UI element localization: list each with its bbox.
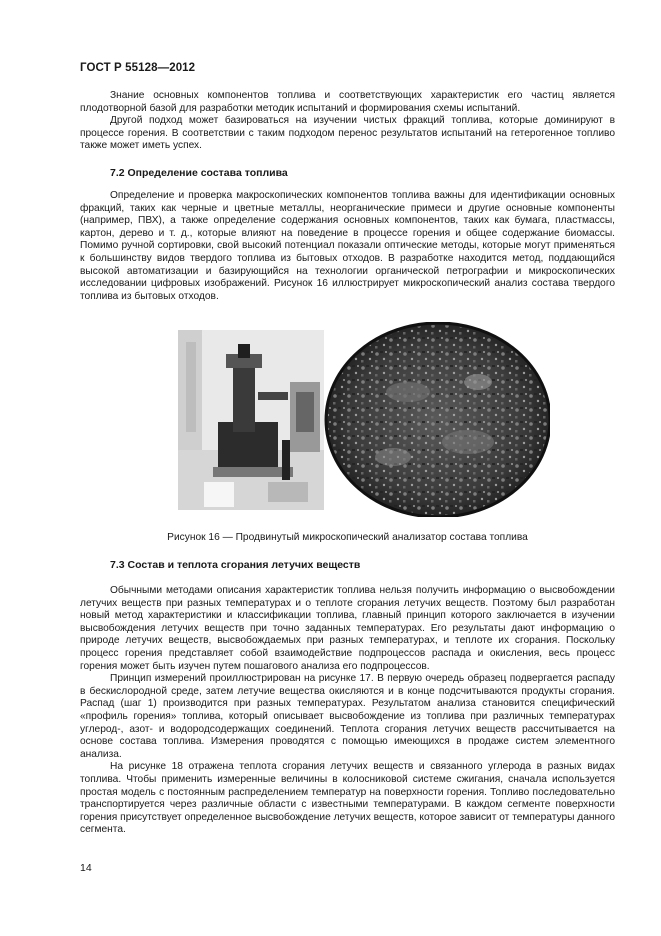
section-7-2-body (80, 190, 615, 303)
intro-block (80, 90, 615, 153)
section-7-3-paragraph: Обычными методами описания характеристик топлива нельзя получить информацию о высвобождении летучих веществ при разных температурах и о теплоте сгорания летучих веществ. Поэтому был разработан новый метод характеристики и классификации топлива, главный принцип которого заключается в изучении высвобождения летучих веществ при точно заданных температурах. Его результаты дают информацию о природе летучих веществ, высвобождаемых при разных температурах, и теплоте их сгорания. Поскольку процесс горения представляет собой взаимодействие подпроцессов распада и окисления, весь процесс горения может быть изучен путем пошагового анализа его подпроцессов. (80, 585, 615, 672)
intro-paragraph: Знание основных компонентов топлива и соответствующих характеристик его частиц является плодотворной базой для разработки методик испытаний и формирования схемы испытаний. (80, 90, 615, 114)
page-header-standard: ГОСТ Р 55128—2012 (80, 62, 196, 74)
intro-paragraph: Другой подход может базироваться на изучении чистых фракций топлива, которые доминируют в процессе горения. В соответствии с таким подходом перенос результатов испытаний на гетерогенное топливо также может иметь успех. (80, 115, 615, 152)
figure-16-caption: Рисунок 16 — Продвинутый микроскопический анализатор состава топлива (167, 532, 528, 543)
section-7-3-paragraph: На рисунке 18 отражена теплота сгорания летучих веществ и связанного углерода в разных видах топлива. Чтобы применить измеренные величины в колосниковой системе сжигания, сначала используется простая модель с постоянным распределением температур на поверхности горения. Топливо последовательно транспортируется через различные области с известными температурами. В каждом сегменте поверхности горения присутствует определенное высвобождение летучих веществ, которое зависит от температуры данного сегмента. (80, 761, 615, 836)
figure-16-image (178, 322, 550, 517)
section-7-2-title: 7.2 Определение состава топлива (110, 167, 288, 179)
section-7-3-paragraph: Принцип измерений проиллюстрирован на рисунке 17. В первую очередь образец подвергается распаду в бескислородной среде, затем летучие вещества окисляются и в конце подсчитываются продукты сгорания. Распад (шаг 1) производится при разных температурах. Результатом анализа становится специфический «профиль горения» топлива, который описывает высвобождение из топлива при различных температурах углерод-, азот- и водородсодержащих соединений. Теплота сгорания летучих веществ рассчитывается на основе состава топлива. Измерения проводятся с помощью имеющихся в продаже систем элементного анализа. (80, 673, 615, 760)
section-7-3-title: 7.3 Состав и теплота сгорания летучих веществ (110, 559, 361, 571)
microscope-analyzer-photo (178, 322, 550, 517)
section-7-2-paragraph: Определение и проверка макроскопических компонентов топлива важны для идентификации основных фракций, таких как черные и цветные металлы, неорганические примеси и другие основные компоненты (например, ПВХ), а также определение содержания основных компонентов, таких как бумага, пластмассы, картон, дерево и т. д., которые влияют на поведение в процессе горения и общее содержание биомассы. Помимо ручной сортировки, свой высокий потенциал показали оптические методы, которые могут применяться к большинству видов твердого топлива из бытовых отходов. В разработке находится метод, поддающийся высокой автоматизации и базирующийся на технологии органической петрографии и микроскопических исследовании цифровых изображений. Рисунок 16 иллюстрирует микроскопический анализ состава твердого топлива из бытовых отходов. (80, 190, 615, 302)
page-number: 14 (80, 862, 92, 874)
section-7-3-body (80, 585, 615, 837)
